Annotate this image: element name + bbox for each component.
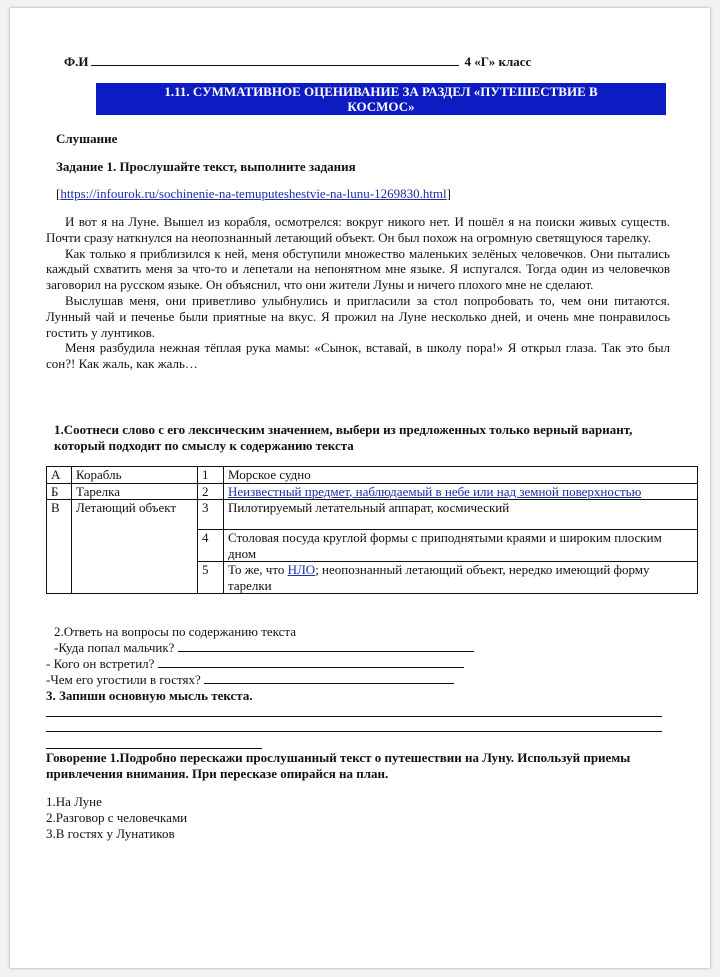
table-row bbox=[47, 500, 698, 530]
document-page bbox=[10, 8, 710, 968]
number-cell: 4 bbox=[198, 530, 224, 562]
number-cell: 1 bbox=[198, 467, 224, 484]
answer-line-3[interactable] bbox=[204, 672, 454, 684]
paragraph: Выслушав меня, они приветливо улыбнулись и пригласили за стол попробовать то, чем они питаются. Лунный чай и печенье были приятные на вкус. Я прожил на Луне несколько дней, и очень мне понравилось гостить у лунтиков. bbox=[46, 292, 670, 340]
meaning-text: То же, что bbox=[228, 562, 288, 577]
answer-line-2[interactable] bbox=[158, 656, 464, 668]
class-label: 4 «Г» класс bbox=[464, 54, 532, 69]
word-cell: Летающий объект bbox=[72, 500, 198, 594]
answer-line-4[interactable] bbox=[46, 716, 662, 717]
meaning-cell bbox=[224, 562, 698, 594]
meaning-text: ; неопознанный летающий объект, нередко имеющий форму тарелки bbox=[228, 562, 650, 593]
task3-heading: 3. Запиши основную мысль текста. bbox=[46, 688, 253, 703]
banner-title-line2: КОСМОС» bbox=[347, 99, 415, 114]
plan-item: 1.На Луне bbox=[46, 794, 102, 809]
question-text: -Чем его угостили в гостях? bbox=[46, 672, 201, 687]
letter-cell: Б bbox=[47, 483, 72, 500]
word-cell: Тарелка bbox=[72, 483, 198, 500]
plan-item: 3.В гостях у Лунатиков bbox=[46, 826, 175, 841]
listening-text bbox=[46, 214, 670, 372]
plan-list bbox=[46, 794, 187, 842]
source-link-line bbox=[56, 186, 451, 202]
matching-table bbox=[46, 466, 698, 594]
paragraph: Как только я приблизился к ней, меня обступили множество маленьких зелёных человечков. Они пытались каждый схватить меня за что-то и лепетали на непонятном мне языке. Я испугался. Тогда один из человечков заговорил на русском языке. Он объяснил, что они жители Луны и ничего плохого мне не сделают. bbox=[46, 245, 670, 293]
number-cell: 3 bbox=[198, 500, 224, 530]
meaning-cell: Столовая посуда круглой формы с приподнятыми краями и широким плоским дном bbox=[224, 530, 698, 562]
letter-cell: А bbox=[47, 467, 72, 484]
answer-line-5[interactable] bbox=[46, 731, 662, 732]
questions-heading: 2.Ответь на вопросы по содержанию текста bbox=[54, 624, 297, 639]
question-1 bbox=[54, 640, 474, 656]
bracket-open: [ bbox=[56, 186, 61, 201]
ufo-link[interactable]: НЛО bbox=[287, 562, 316, 577]
number-cell: 5 bbox=[198, 562, 224, 594]
bracket-close: ] bbox=[446, 186, 451, 201]
name-line bbox=[64, 53, 531, 70]
name-blank[interactable] bbox=[91, 53, 459, 66]
fio-label: Ф.И bbox=[64, 54, 89, 69]
match-instruction: 1.Соотнеси слово с его лексическим значением, выбери из предложенных только верный вариант, который подходит по смыслу к содержанию текста bbox=[54, 422, 633, 453]
answer-line-1[interactable] bbox=[178, 640, 474, 652]
number-cell: 2 bbox=[198, 483, 224, 500]
meaning-cell-link[interactable]: Неизвестный предмет, наблюдаемый в небе или над земной поверхностью bbox=[224, 483, 698, 500]
banner-title-line1: 1.11. СУММАТИВНОЕ ОЦЕНИВАНИЕ ЗА РАЗДЕЛ «ПУТЕШЕСТВИЕ В bbox=[164, 84, 598, 99]
meaning-cell: Пилотируемый летательный аппарат, космический bbox=[224, 500, 698, 530]
paragraph: Меня разбудила нежная тёплая рука мамы: «Сынок, вставай, в школу пора!» Я открыл глаза. Так это был сон?! Как жаль, как жаль… bbox=[46, 340, 670, 372]
question-text: - Кого он встретил? bbox=[46, 656, 155, 671]
speaking-heading: Говорение 1.Подробно перескажи прослушанный текст о путешествии на Луну. Используй приемы привлечения внимания. При пересказе опирайся на план. bbox=[46, 750, 631, 781]
table-row bbox=[47, 467, 698, 484]
answer-line-6[interactable] bbox=[46, 748, 262, 749]
source-link[interactable]: https://infourok.ru/sochinenie-na-temuputeshestvie-na-lunu-1269830.html bbox=[60, 186, 447, 201]
meaning-cell: Морское судно bbox=[224, 467, 698, 484]
paragraph: И вот я на Луне. Вышел из корабля, осмотрелся: вокруг никого нет. И пошёл я на поиски живых существ. Почти сразу наткнулся на неопознанный летающий объект. Он был похож на огромную светящуюся тарелку. bbox=[46, 214, 670, 245]
question-2 bbox=[46, 656, 464, 672]
section-banner bbox=[96, 83, 666, 115]
table-row bbox=[47, 483, 698, 500]
listening-heading: Слушание bbox=[56, 131, 118, 146]
question-3 bbox=[46, 672, 454, 688]
plan-item: 2.Разговор с человечками bbox=[46, 810, 188, 825]
task1-heading: Задание 1. Прослушайте текст, выполните задания bbox=[56, 159, 356, 174]
word-cell: Корабль bbox=[72, 467, 198, 484]
letter-cell: В bbox=[47, 500, 72, 594]
question-text: -Куда попал мальчик? bbox=[54, 640, 175, 655]
